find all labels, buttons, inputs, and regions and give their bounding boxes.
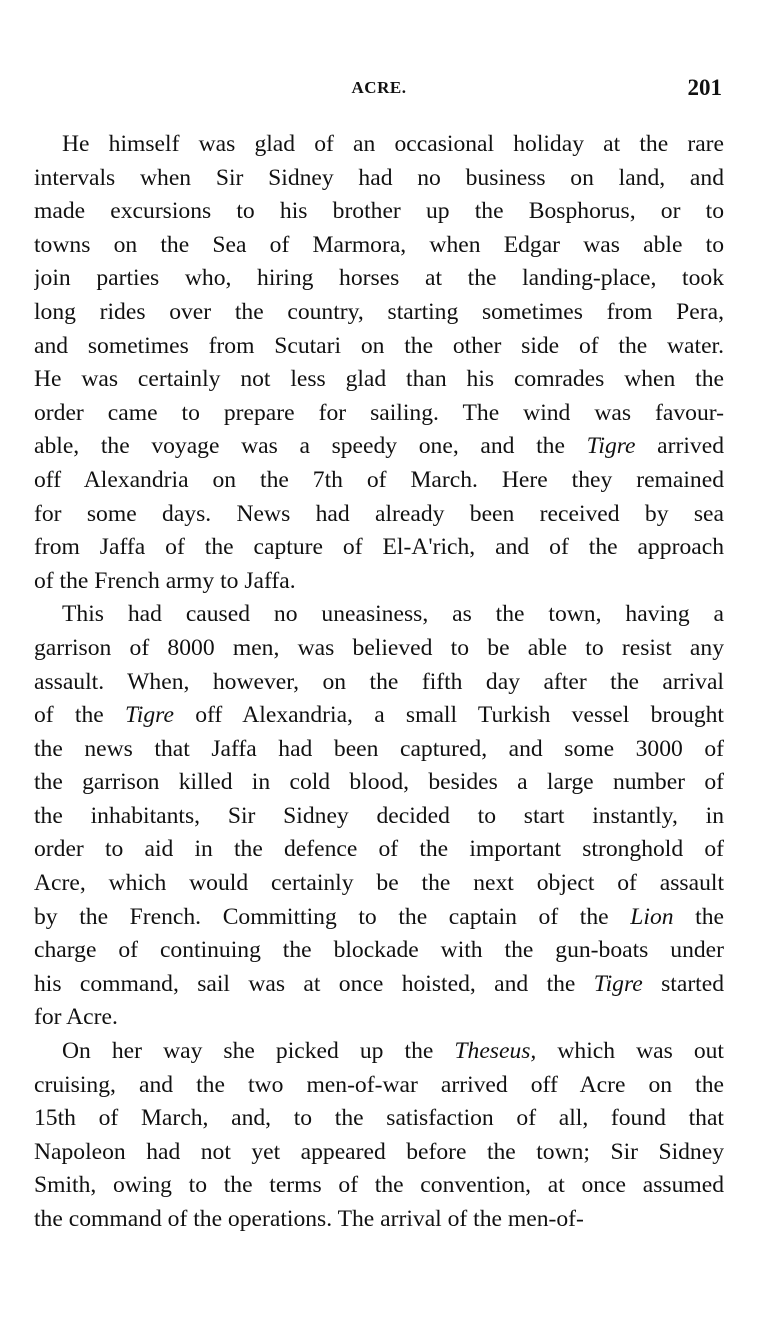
text-line: Napoleon had not yet appeared before the town; Sir Sidney [34, 1138, 724, 1165]
ship-name: Tigre [593, 970, 643, 997]
running-title: ACRE. [351, 78, 407, 97]
text-line: off Alexandria on the 7th of March. Here they remained [34, 466, 724, 493]
text-line: towns on the Sea of Marmora, when Edgar was able to [34, 231, 724, 258]
text-line: and sometimes from Scutari on the other side of the water. [34, 332, 724, 359]
text-line [34, 901, 724, 935]
text-line: He was certainly not less glad than his comrades when the [34, 366, 724, 393]
text-line: order came to prepare for sailing. The wind was favour- [34, 399, 724, 426]
text-line: charge of continuing the blockade with the gun-boats under [34, 937, 724, 964]
text-line: Acre, which would certainly be the next object of assault [34, 870, 724, 897]
text-line: He himself was glad of an occasional holiday at the rare [62, 131, 724, 157]
ship-name: Tigre [586, 433, 636, 460]
body-text [34, 128, 724, 1237]
ship-name: Tigre [124, 702, 174, 729]
text-line: This had caused no uneasiness, as the town, having a [62, 601, 724, 628]
ship-name: Lion [630, 903, 674, 930]
text-line: for some days. News had already been received by sea [34, 500, 724, 527]
text-line: assault. When, however, on the fifth day after the arrival [34, 668, 724, 695]
text-line: intervals when Sir Sidney had no business on land, and [34, 164, 724, 191]
line-text-after: which was out [536, 1038, 724, 1065]
line-text-after: started [642, 970, 724, 997]
running-head [34, 75, 724, 106]
text-line: order to aid in the defence of the important stronghold of [34, 836, 724, 863]
text-line: garrison of 8000 men, was believed to be able to resist any [34, 634, 724, 661]
text-line: cruising, and the two men-of-war arrived off Acre on the [34, 1071, 724, 1098]
line-text-after: the [673, 903, 724, 930]
text-line: 15th of March, and, to the satisfaction of all, found that [34, 1105, 724, 1132]
page-number: 201 [687, 75, 722, 100]
text-line: from Jaffa of the capture of El-A'rich, and of the approach [34, 534, 724, 561]
ship-name: Theseus, [454, 1038, 537, 1065]
line-text-before: his command, sail was at once hoisted, and the [34, 970, 594, 997]
text-line [34, 968, 724, 1002]
text-line [34, 1035, 724, 1069]
line-text-after: arrived [635, 433, 724, 460]
text-line: for Acre. [34, 1004, 118, 1031]
text-line: long rides over the country, starting sometimes from Pera, [34, 298, 724, 325]
line-text-before: able, the voyage was a speedy one, and the [34, 433, 587, 460]
line-text-before: by the French. Committing to the captain of the [34, 903, 631, 930]
text-line: join parties who, hiring horses at the landing-place, took [34, 265, 724, 292]
text-line: Smith, owing to the terms of the convention, at once assumed [34, 1172, 724, 1199]
text-line: the command of the operations. The arrival of the men-of- [34, 1206, 584, 1232]
line-text-after: off Alexandria, a small Turkish vessel brought [173, 702, 724, 729]
text-line: of the French army to Jaffa. [34, 567, 296, 594]
text-line [34, 430, 724, 464]
text-line: the news that Jaffa had been captured, and some 3000 of [34, 735, 724, 762]
text-line: the inhabitants, Sir Sidney decided to start instantly, in [34, 802, 724, 829]
line-text-before: of the [34, 702, 125, 729]
line-text-before: On her way she picked up the [62, 1038, 455, 1065]
text-line: made excursions to his brother up the Bosphorus, or to [34, 198, 724, 225]
text-line [34, 699, 724, 733]
text-line: the garrison killed in cold blood, besides a large number of [34, 769, 724, 796]
